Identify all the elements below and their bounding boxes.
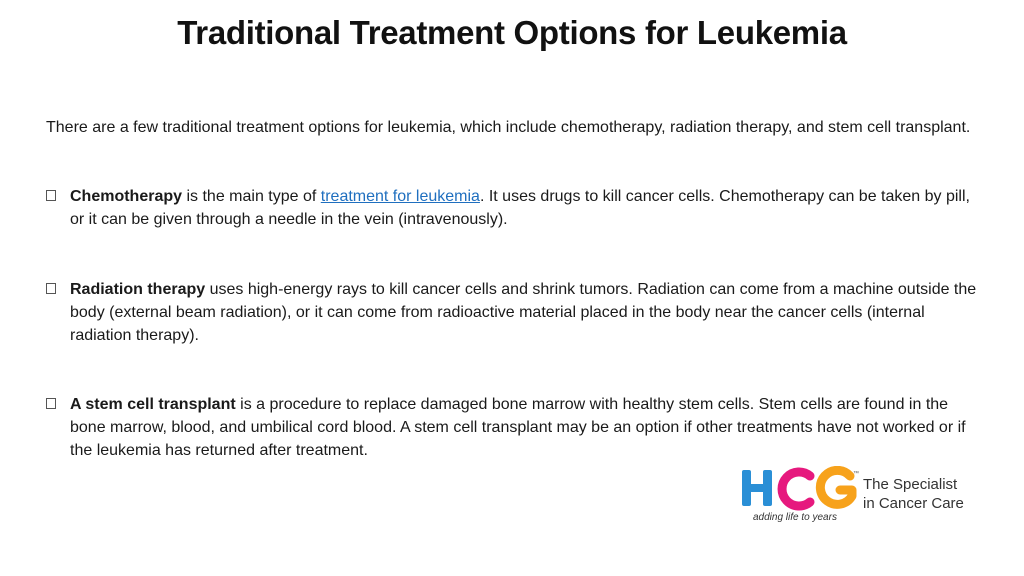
bullet-text: uses high-energy rays to kill cancer cells and shrink tumors. Radiation can come from a machine outside the body (external beam radiation), or it can come from radioactive material placed in the body near the cancer cells (internal radiation therapy). <box>70 281 977 344</box>
bullet-chemotherapy <box>46 185 981 231</box>
logo-slogan <box>863 475 964 513</box>
treatment-link[interactable]: treatment for leukemia <box>320 188 480 205</box>
checkbox-bullet-icon <box>46 398 56 409</box>
bullet-text: is a procedure to replace damaged bone marrow with healthy stem cells. Stem cells are found in the bone marrow, blood, and umbilical cord blood. A stem cell transplant may be an option if other treatments have not worked or if the leukemia has returned after treatment. <box>70 396 966 459</box>
bullet-bold-term: Chemotherapy <box>70 188 183 205</box>
svg-text:™: ™ <box>853 471 859 477</box>
bullet-bold-term: A stem cell transplant <box>70 396 236 413</box>
bullet-stem-cell-transplant <box>46 393 981 462</box>
bullet-radiation-therapy <box>46 278 981 347</box>
logo-slogan-line2: in Cancer Care <box>863 495 964 512</box>
bullet-bold-term: Radiation therapy <box>70 281 206 298</box>
checkbox-bullet-icon <box>46 283 56 294</box>
logo-g-letter <box>820 470 852 504</box>
bullet-text: . It uses drugs to kill cancer cells. Chemotherapy can be taken by pill, or it can be given through a needle in the vein (intravenously). <box>70 188 970 228</box>
logo-slogan-line1: The Specialist <box>863 476 958 493</box>
page-title: Traditional Treatment Options for Leukemia <box>177 14 847 51</box>
intro-paragraph: There are a few traditional treatment options for leukemia, which include chemotherapy, radiation therapy, and stem cell transplant. <box>46 119 971 136</box>
bullet-text: is the main type of <box>182 188 321 205</box>
logo-h-letter <box>742 470 772 506</box>
logo-tagline: adding life to years <box>753 512 837 523</box>
checkbox-bullet-icon <box>46 190 56 201</box>
logo-c-letter <box>782 472 810 506</box>
